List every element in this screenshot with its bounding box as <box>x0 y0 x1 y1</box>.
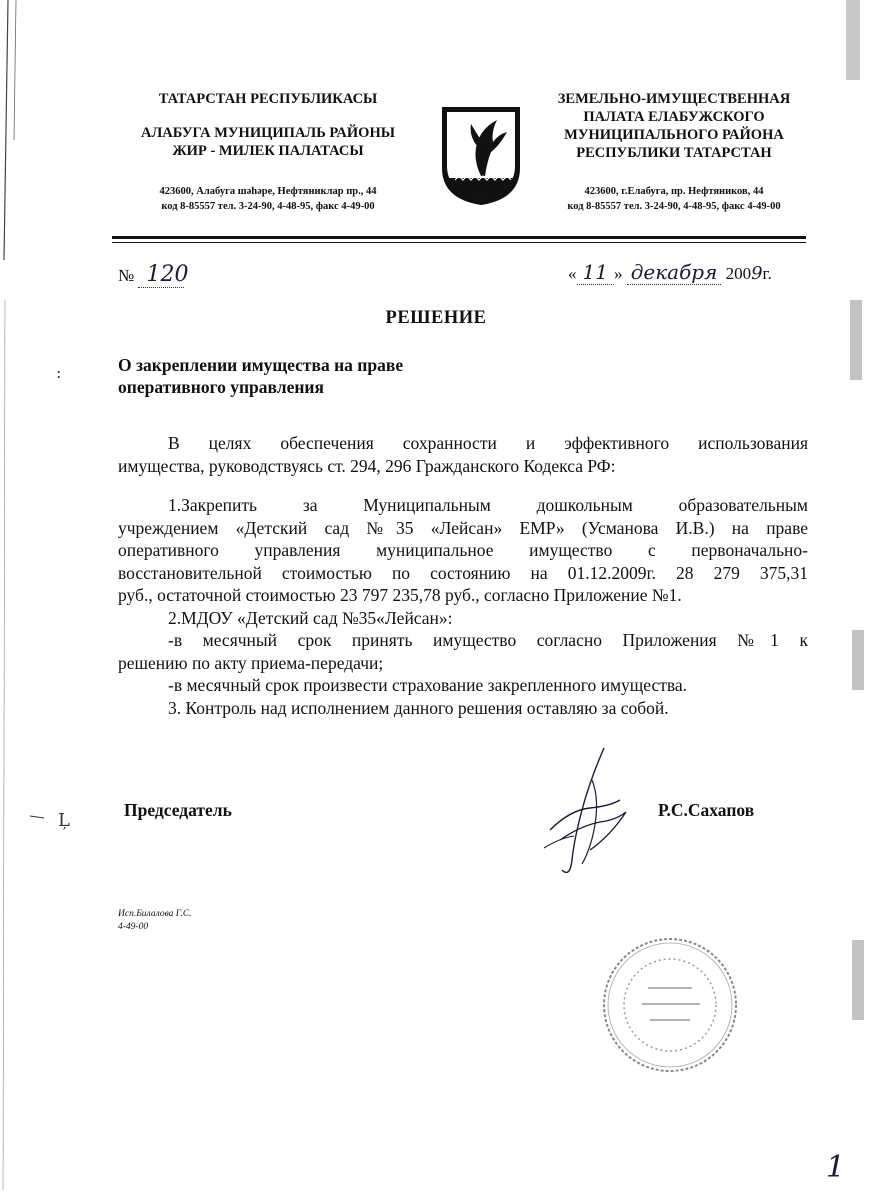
item1-line-3: оперативного управления муниципальное имущество с первоначально- <box>118 540 808 560</box>
date-month: декабря <box>627 260 722 285</box>
header-right-address <box>524 184 824 214</box>
svg-text::: : <box>56 363 62 382</box>
document-title: РЕШЕНИЕ <box>385 308 487 328</box>
signature-name: Р.С.Сахапов <box>658 800 755 820</box>
coat-of-arms-icon <box>441 106 521 206</box>
header-rule-thin <box>112 242 806 243</box>
date-close-quote: » <box>613 264 623 283</box>
header-left-address <box>118 184 418 214</box>
date-year-suffix: г. <box>762 264 772 283</box>
item2-sub1-line-1: -в месячный срок принять имущество согласно Приложения №1 к <box>168 630 808 650</box>
handwritten-signature <box>530 740 640 890</box>
number-value: 120 <box>138 262 184 288</box>
header-right-address-2: код 8-85557 тел. 3-24-90, 4-48-95, факс 4-49-00 <box>567 201 781 212</box>
subject-line-1: О закреплении имущества на праве <box>118 355 404 375</box>
item1-line-1: 1.Закрепить за Муниципальным дошкольным образовательным <box>168 495 808 515</box>
document-number <box>118 262 189 288</box>
executor-name: Исп.Билалова Г.С. <box>118 909 192 919</box>
item1-line-2: учреждением «Детский сад №35 «Лейсан» ЕМР» (Усманова И.В.) на праве <box>118 517 808 538</box>
header-left-title-3: ЖИР - МИЛЕК ПАЛАТАСЫ <box>172 143 364 159</box>
intro-line-2: имущества, руководствуясь ст. 294, 296 Гражданского Кодекса РФ: <box>118 455 616 476</box>
date-year-prefix: 200 <box>725 264 752 283</box>
item2-sub1-line-2: решению по акту приема-передачи; <box>118 652 384 673</box>
executor-block <box>118 908 192 934</box>
header-right-title-3: МУНИЦИПАЛЬНОГО РАЙОНА <box>564 127 784 143</box>
header-left-title-2: АЛАБУГА МУНИЦИПАЛЬ РАЙОНЫ <box>141 125 395 141</box>
item2-head: 2.МДОУ «Детский сад №35«Лейсан»: <box>168 607 453 628</box>
header-right-title-2: ПАЛАТА ЕЛАБУЖСКОГО <box>583 109 765 125</box>
item1-line-4: восстановительной стоимостью по состоянию на 01.12.2009г. 28 279 375,31 <box>118 562 808 583</box>
number-prefix: № <box>118 266 135 285</box>
header-left <box>118 90 418 160</box>
header-right-title-4: РЕСПУБЛИКИ ТАТАРСТАН <box>576 145 772 161</box>
header-right-address-1: 423600, г.Елабуга, пр. Нефтяников, 44 <box>584 186 764 197</box>
date-day: 11 <box>577 260 614 285</box>
document-date <box>568 260 772 285</box>
item1-line-5: руб., остаточной стоимостью 23 797 235,78 руб., согласно Приложение №1. <box>118 585 682 605</box>
header-left-address-1: 423600, Алабуга шәһәре, Нефтяниклар пр., 44 <box>159 186 377 197</box>
official-stamp <box>590 930 750 1080</box>
subject-line-2: оперативного управления <box>118 377 324 397</box>
document-body <box>118 432 808 719</box>
svg-text:Ļ: Ļ <box>58 810 70 831</box>
header-right <box>524 90 824 162</box>
signature-role: Председатель <box>124 800 232 820</box>
executor-phone: 4-49-00 <box>118 922 149 932</box>
header-left-address-2: код 8-85557 тел. 3-24-90, 4-48-95, факс 4-49-00 <box>161 201 375 212</box>
item3: 3. Контроль над исполнением данного решения оставляю за собой. <box>168 697 669 718</box>
intro-line-1: В целях обеспечения сохранности и эффективного использования <box>168 433 808 453</box>
header-rule-thick <box>112 236 806 239</box>
date-open-quote: « <box>568 264 577 283</box>
header-left-title-1: ТАТАРСТАН РЕСПУБЛИКАСЫ <box>158 91 378 107</box>
page-number: 1 <box>826 1150 846 1185</box>
item2-sub2: -в месячный срок произвести страхование закрепленного имущества. <box>168 675 688 695</box>
date-year-digit: 9 <box>751 263 763 284</box>
header-right-title-1: ЗЕМЕЛЬНО-ИМУЩЕСТВЕННАЯ <box>557 91 791 107</box>
document-subject <box>118 354 403 398</box>
